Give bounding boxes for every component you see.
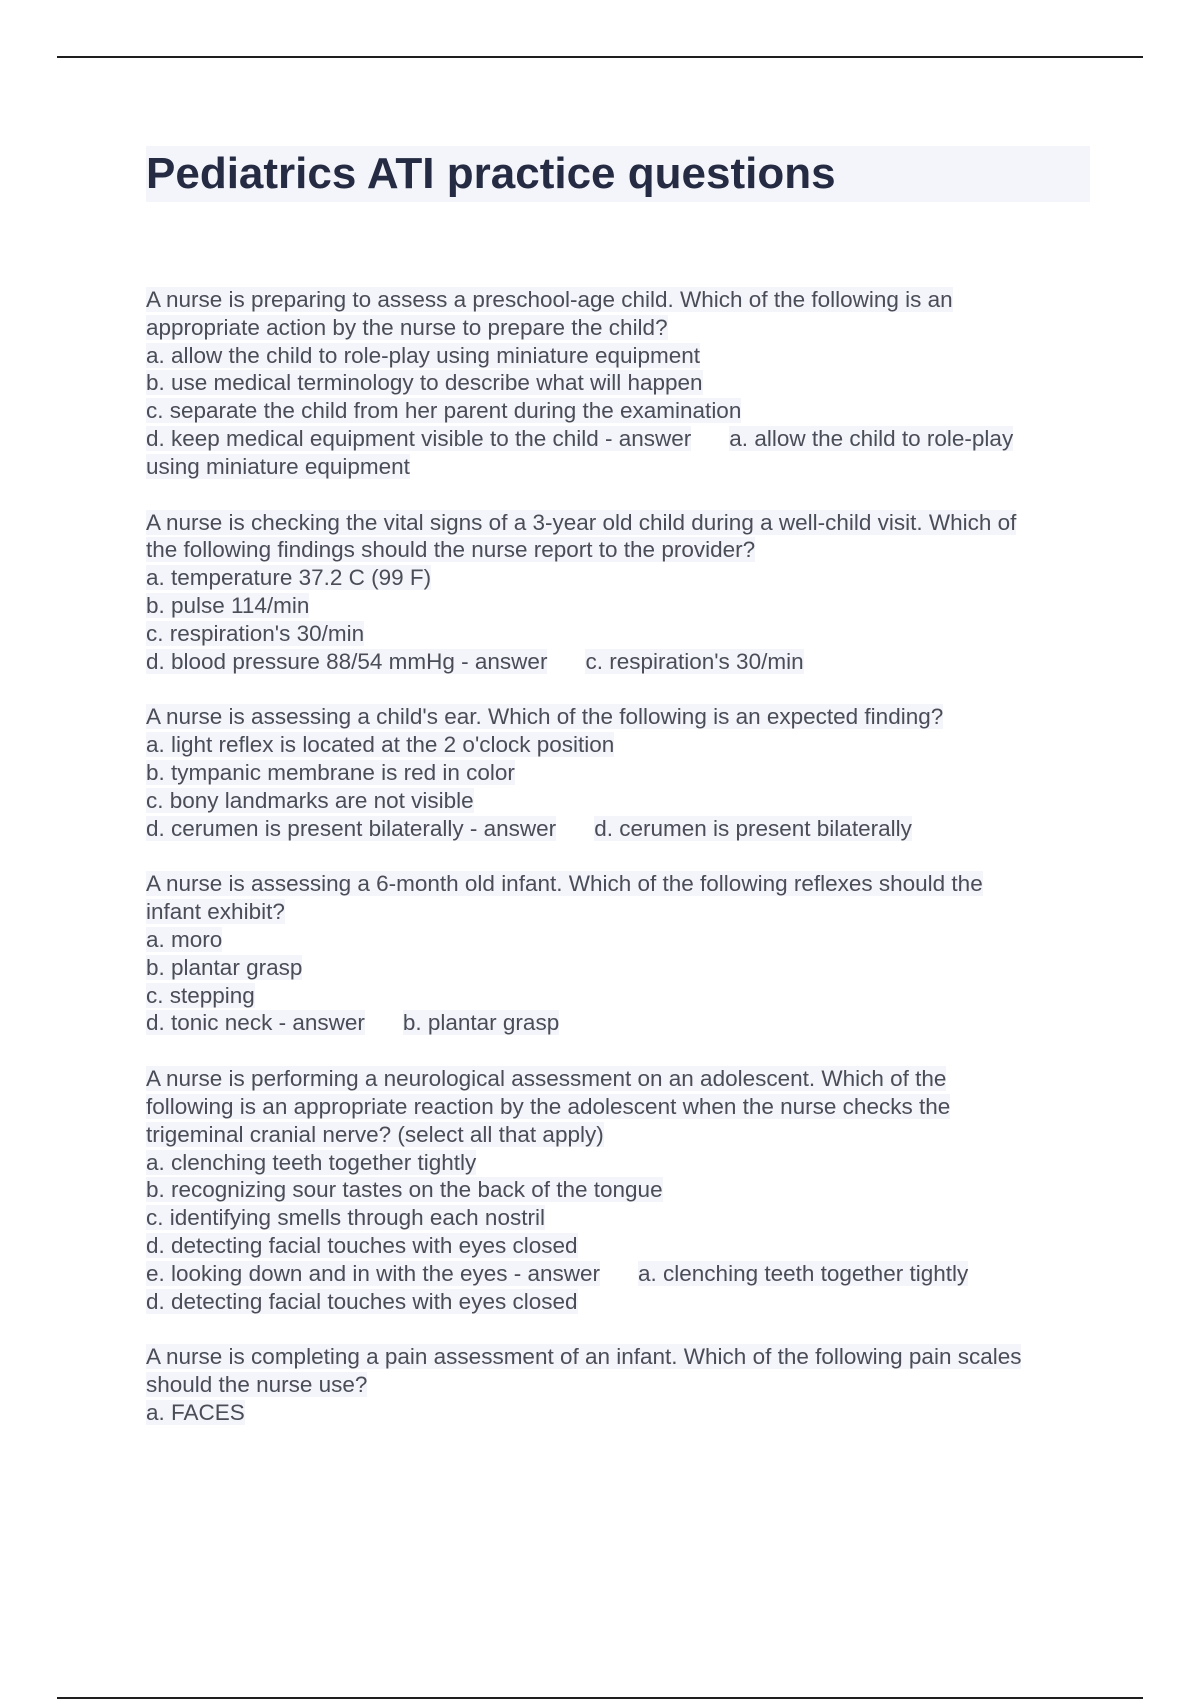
answer-option-text: b. tympanic membrane is red in color [146, 759, 515, 785]
question-block-5 [146, 1065, 1096, 1315]
answer-option-text: c. separate the child from her parent during the examination [146, 398, 742, 424]
correct-answer-text: a. clenching teeth together tightly [638, 1260, 969, 1286]
answer-option-text: c. bony landmarks are not visible [146, 787, 474, 813]
question-stem-text: appropriate action by the nurse to prepare the child? [146, 314, 668, 340]
answer-option-text: d. tonic neck - answer [146, 1010, 365, 1036]
answer-option [146, 342, 1096, 370]
question-stem-text: A nurse is assessing a child's ear. Which of the following is an expected finding? [146, 704, 944, 730]
answer-option-text: d. cerumen is present bilaterally - answer [146, 815, 557, 841]
answer-option-with-key [146, 1260, 1096, 1288]
question-stem-text: A nurse is preparing to assess a preschool-age child. Which of the following is an [146, 287, 953, 312]
answer-option-text: d. blood pressure 88/54 mmHg - answer [146, 648, 548, 674]
answer-option-text: a. clenching teeth together tightly [146, 1149, 477, 1175]
answer-option-text: c. respiration's 30/min [146, 620, 365, 646]
answer-option [146, 1176, 1096, 1204]
question-block-2 [146, 509, 1096, 676]
answer-option [146, 564, 1096, 592]
question-stem-line [146, 870, 1096, 898]
answer-option-text: a. temperature 37.2 C (99 F) [146, 565, 432, 591]
answer-option [146, 1204, 1096, 1232]
answer-option [146, 926, 1096, 954]
answer-option [146, 759, 1096, 787]
answer-option-text: c. stepping [146, 982, 255, 1008]
answer-option-with-key [146, 1009, 1096, 1037]
answer-option [146, 592, 1096, 620]
answer-option [146, 982, 1096, 1010]
question-stem-line [146, 509, 1096, 537]
top-rule [57, 56, 1143, 58]
question-stem-line [146, 1371, 1096, 1399]
question-block-3 [146, 703, 1096, 842]
answer-option-text: a. allow the child to role-play using miniature equipment [146, 342, 701, 368]
answer-option [146, 397, 1096, 425]
answer-option-text: d. keep medical equipment visible to the child - answer [146, 425, 692, 451]
question-block-1 [146, 286, 1096, 481]
answer-option-text: a. FACES [146, 1399, 245, 1425]
question-stem-line [146, 536, 1096, 564]
question-block-6 [146, 1343, 1096, 1426]
question-stem-line [146, 703, 1096, 731]
answer-option-text: a. moro [146, 926, 223, 952]
questions-container [146, 286, 1096, 1455]
question-stem-line [146, 1093, 1096, 1121]
question-stem-text: A nurse is checking the vital signs of a 3-year old child during a well-child visit. Which of [146, 509, 1017, 535]
question-stem-text: infant exhibit? [146, 899, 285, 925]
correct-answer-text: a. allow the child to role-play [729, 425, 1014, 451]
question-stem-line [146, 1343, 1096, 1371]
question-stem-line [146, 1121, 1096, 1149]
answer-option-text: e. looking down and in with the eyes - answer [146, 1260, 601, 1286]
answer-option [146, 620, 1096, 648]
answer-option-text: b. use medical terminology to describe what will happen [146, 370, 703, 396]
question-stem-line [146, 286, 1096, 314]
question-block-4 [146, 870, 1096, 1037]
answer-option-text: d. detecting facial touches with eyes closed [146, 1232, 578, 1258]
document-title: Pediatrics ATI practice questions [146, 149, 836, 198]
answer-option-with-key [146, 648, 1096, 676]
question-stem-text: following is an appropriate reaction by the adolescent when the nurse checks the [146, 1093, 951, 1119]
question-stem-text: the following findings should the nurse report to the provider? [146, 537, 756, 563]
answer-option [146, 787, 1096, 815]
question-stem-line [146, 1065, 1096, 1093]
question-stem-text: A nurse is performing a neurological assessment on an adolescent. Which of the [146, 1066, 947, 1092]
correct-answer-continuation [146, 1288, 1096, 1316]
answer-option [146, 1232, 1096, 1260]
answer-option-text: a. light reflex is located at the 2 o'clock position [146, 732, 615, 758]
answer-option [146, 369, 1096, 397]
answer-option-text: b. pulse 114/min [146, 592, 310, 618]
correct-answer-text: d. detecting facial touches with eyes closed [146, 1288, 578, 1314]
correct-answer-text: b. plantar grasp [402, 1010, 560, 1036]
question-stem-line [146, 314, 1096, 342]
correct-answer-continuation [146, 453, 1096, 481]
correct-answer-text: c. respiration's 30/min [585, 648, 804, 674]
question-stem-text: trigeminal cranial nerve? (select all that apply) [146, 1121, 604, 1147]
answer-option [146, 954, 1096, 982]
answer-option-with-key [146, 425, 1096, 453]
question-stem-text: should the nurse use? [146, 1372, 368, 1398]
answer-option [146, 1149, 1096, 1177]
question-stem-text: A nurse is completing a pain assessment of an infant. Which of the following pain scales [146, 1344, 1022, 1370]
answer-option-text: b. recognizing sour tastes on the back of the tongue [146, 1177, 663, 1203]
answer-option-text: b. plantar grasp [146, 954, 303, 980]
correct-answer-text: d. cerumen is present bilaterally [594, 815, 912, 841]
answer-option [146, 1399, 1096, 1427]
answer-option-with-key [146, 815, 1096, 843]
question-stem-line [146, 898, 1096, 926]
answer-option-text: c. identifying smells through each nostril [146, 1205, 545, 1231]
question-stem-text: A nurse is assessing a 6-month old infant. Which of the following reflexes should the [146, 871, 983, 897]
correct-answer-text: using miniature equipment [146, 453, 410, 479]
bottom-rule [57, 1697, 1143, 1699]
answer-option [146, 731, 1096, 759]
